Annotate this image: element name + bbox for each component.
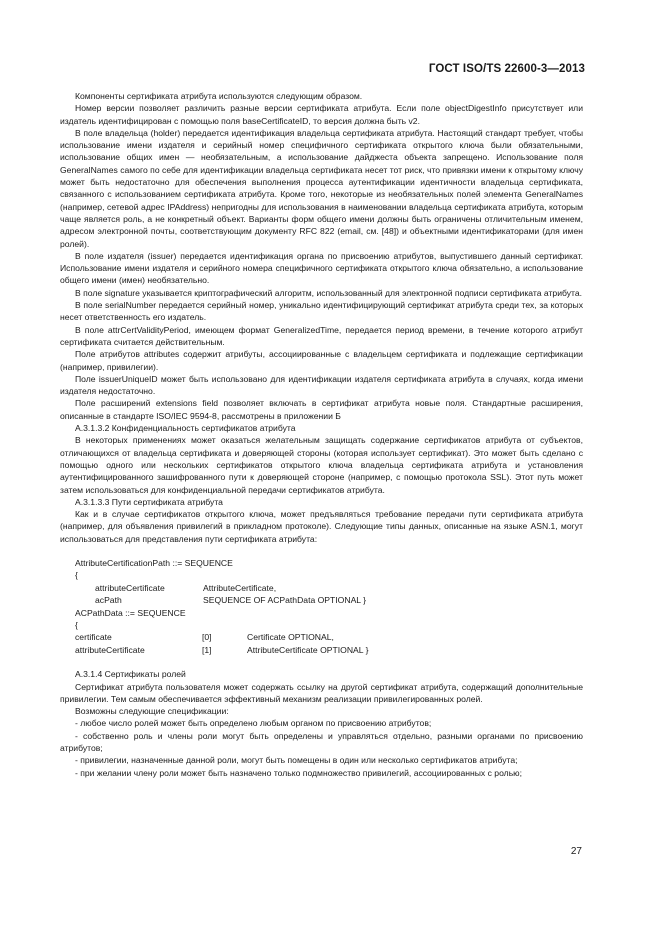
paragraph: Поле issuerUniqueID может быть использовано для идентификации издателя сертификата атрибута в случаях, когда имени издателя недостаточно. <box>60 373 583 397</box>
document-body <box>60 90 583 779</box>
code-field-tag: [1] <box>202 644 212 655</box>
paragraph: В поле signature указывается криптографический алгоритм, использованный для электронной подписи сертификата атрибута. <box>75 287 583 298</box>
paragraph: Поле расширений extensions field позволяет включать в сертификат атрибута новые поля. Стандартные расширения, описанные в стандарте ISO/IEC 9594-8, рассмотрены в приложении Б <box>60 398 583 421</box>
paragraph: Как и в случае сертификатов открытого ключа, может предъявляться требование передачи пути сертификата атрибута (например, для объявления привилегий в прикладном протоколе). Следующие типы данных, описанные на языке ASN.1, могут использоваться для представления пути сертификата атрибута: <box>60 509 583 544</box>
document-header: ГОСТ ISO/TS 22600-3—2013 <box>428 63 585 75</box>
paragraph: В некоторых применениях может оказаться желательным защищать содержание сертификатов атрибута от субъектов, отличающихся от владельца сертификата и доверяющей стороны (которая использует сертификат). Это может быть сделано с помощью одного или нескольких сертификатов открытого ключа владельца сертификата атрибута и установления аутентифицированного зашифрованного пути к доверяющей стороне (например, с помощью протокола SSL). Этот путь может затем использоваться для конфиденциальной передачи сертификатов атрибута. <box>60 435 583 495</box>
code-field-type: AttributeCertificate OPTIONAL } <box>247 644 369 655</box>
list-item: - любое число ролей может быть определено любым органом по присвоению атрибутов; <box>75 718 432 729</box>
paragraph: Поле атрибутов attributes содержит атрибуты, ассоциированные с владельцем сертификата и подлежащие сертификации (например, привилегии). <box>60 349 583 372</box>
code-line: AttributeCertificationPath ::= SEQUENCE <box>75 557 233 568</box>
asn1-code-block <box>75 557 583 656</box>
code-brace: { <box>75 570 78 581</box>
section-heading: A.3.1.3.2 Конфиденциальность сертификатов атрибута <box>75 423 296 434</box>
paragraph: В поле attrCertValidityPeriod, имеющем формат GeneralizedTime, передается период времени, в течение которого атрибут сертификата считается действительным. <box>60 324 583 347</box>
code-field-name: certificate <box>75 632 112 643</box>
section-heading: A.3.1.3.3 Пути сертификата атрибута <box>75 496 223 507</box>
code-line: ACPathData ::= SEQUENCE <box>75 607 186 618</box>
list-item: - при желании члену роли может быть назначено только подмножество привилегий, ассоциированных с ролью; <box>75 767 522 778</box>
list-item: - привилегии, назначенные данной роли, могут быть помещены в один или несколько сертификатов атрибута; <box>75 755 518 766</box>
page-number: 27 <box>570 846 582 857</box>
paragraph: Сертификат атрибута пользователя может содержать ссылку на другой сертификат атрибута, содержащий дополнительные привилегии. Тем самым обеспечивается эффективный механизм реализации привилегированных ролей. <box>60 681 583 704</box>
code-field-type: SEQUENCE OF ACPathData OPTIONAL } <box>203 595 367 606</box>
list-item: - собственно роль и члены роли могут быть определены и управляться отдельно, разными органами по присвоению атрибутов; <box>60 730 583 754</box>
section-heading: A.3.1.4 Сертификаты ролей <box>75 669 186 680</box>
code-field-type: AttributeCertificate, <box>203 582 277 593</box>
code-brace: { <box>75 620 78 631</box>
code-field-name: acPath <box>95 595 122 606</box>
paragraph: Компоненты сертификата атрибута используются следующим образом. <box>75 91 363 101</box>
code-field-name: attributeCertificate <box>95 582 165 593</box>
code-field-tag: [0] <box>202 632 212 643</box>
code-field-name: attributeCertificate <box>75 644 145 655</box>
paragraph: Возможны следующие спецификации: <box>75 706 229 717</box>
paragraph: Номер версии позволяет различить разные версии сертификата атрибута. Если поле objectDigestInfo присутствует или издатель идентифицирован с помощью поля baseCertificateID, то версия должна быть v2. <box>60 103 583 126</box>
paragraph: В поле издателя (issuer) передается идентификация органа по присвоению атрибутов, выпустившего данный сертификат. Использование имени издателя и серийного номера специфичного сертификата открытого ключа обязательно, а использование общего имени (имен) необязательно. <box>60 250 583 286</box>
paragraph: В поле serialNumber передается серийный номер, уникально идентифицирующий сертификат атрибута среди тех, за которых несет ответственность его издатель. <box>60 300 583 323</box>
paragraph: В поле владельца (holder) передается идентификация владельца сертификата атрибута. Настоящий стандарт требует, чтобы использование имени издателя и серийный номер специфичного сертификата открытого ключа были обязательными, использование общих имен — необязательным, а использование дайджеста объекта запрещено. Использование поля GeneralNames самого по себе для идентификации владельца сертификата несет тот риск, что привязки имени к открытому ключу может быть недостаточно для обеспечения выполнения процесса аутентификации идентичности владельца сертификата, связанного с использованием сертификата атрибута. Кроме того, некоторые из необязательных полей элемента GeneralNames (например, сетевой адрес IPAddress) непригодны для использования в наименовании владельца сертификата атрибута, которым чаще является роль, а не конкретный объект. Варианты форм общего имени должны быть ограничены отличительным именем, адресом электронной почты, соответствующим документу RFC 822 (email, см. [48]) и объектными идентификаторами (для имен ролей). <box>60 127 583 249</box>
code-field-type: Certificate OPTIONAL, <box>247 632 334 643</box>
